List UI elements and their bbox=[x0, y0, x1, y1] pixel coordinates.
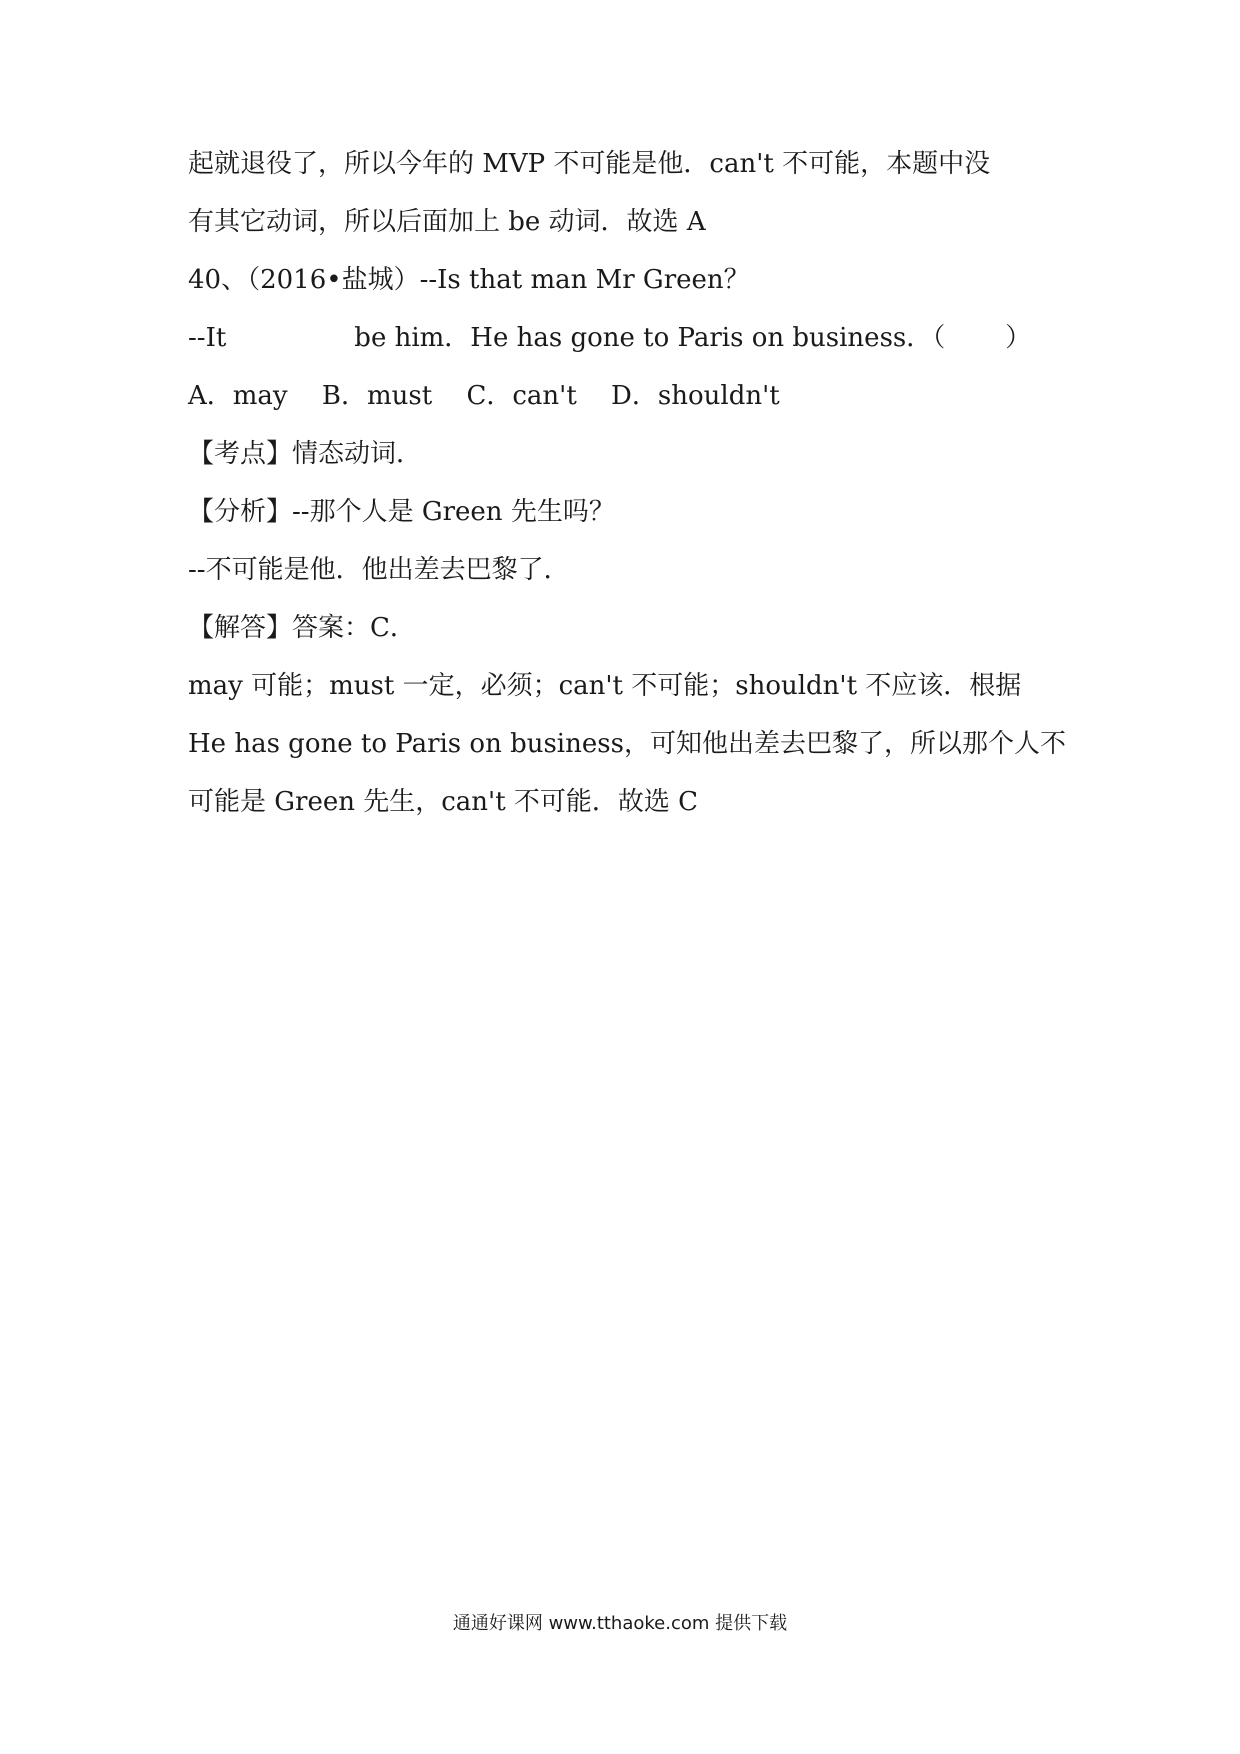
option-a: A．may bbox=[188, 381, 288, 411]
fenxi-line-2: --不可能是他．他出差去巴黎了． bbox=[188, 555, 570, 585]
jieda-line: 【解答】答案：C． bbox=[188, 613, 416, 643]
explain-line-1: may 可能；must 一定，必须；can't 不可能；shouldn't 不应该．根据 bbox=[188, 671, 1022, 701]
question-options bbox=[188, 378, 1068, 414]
explain-line-3: 可能是 Green 先生，can't 不可能．故选 C bbox=[188, 787, 699, 817]
explain-line-2: He has gone to Paris on business，可知他出差去巴黎了，所以那个人不 bbox=[188, 729, 1066, 759]
sentence-start: --It bbox=[188, 323, 227, 353]
sentence-end: be him．He has gone to Paris on business．（ bbox=[354, 323, 946, 353]
kaodian-line: 【考点】情态动词． bbox=[188, 439, 423, 469]
option-d: D．shouldn't bbox=[611, 381, 780, 411]
option-c: C．can't bbox=[466, 381, 577, 411]
prev-explanation-line-1: 起就退役了，所以今年的 MVP 不可能是他．can't 不可能，本题中没 bbox=[188, 149, 991, 179]
page-footer: 通通好课网 www.tthaoke.com 提供下载 bbox=[452, 1613, 788, 1634]
question-sentence bbox=[188, 320, 1068, 356]
fenxi-line: 【分析】--那个人是 Green 先生吗？ bbox=[188, 497, 615, 527]
paren-close: ） bbox=[1005, 323, 1032, 353]
question-header: 40、（2016•盐城）--Is that man Mr Green？ bbox=[188, 265, 750, 295]
prev-explanation-line-2: 有其它动词，所以后面加上 be 动词．故选 A bbox=[188, 207, 706, 237]
option-b: B．must bbox=[321, 381, 433, 411]
